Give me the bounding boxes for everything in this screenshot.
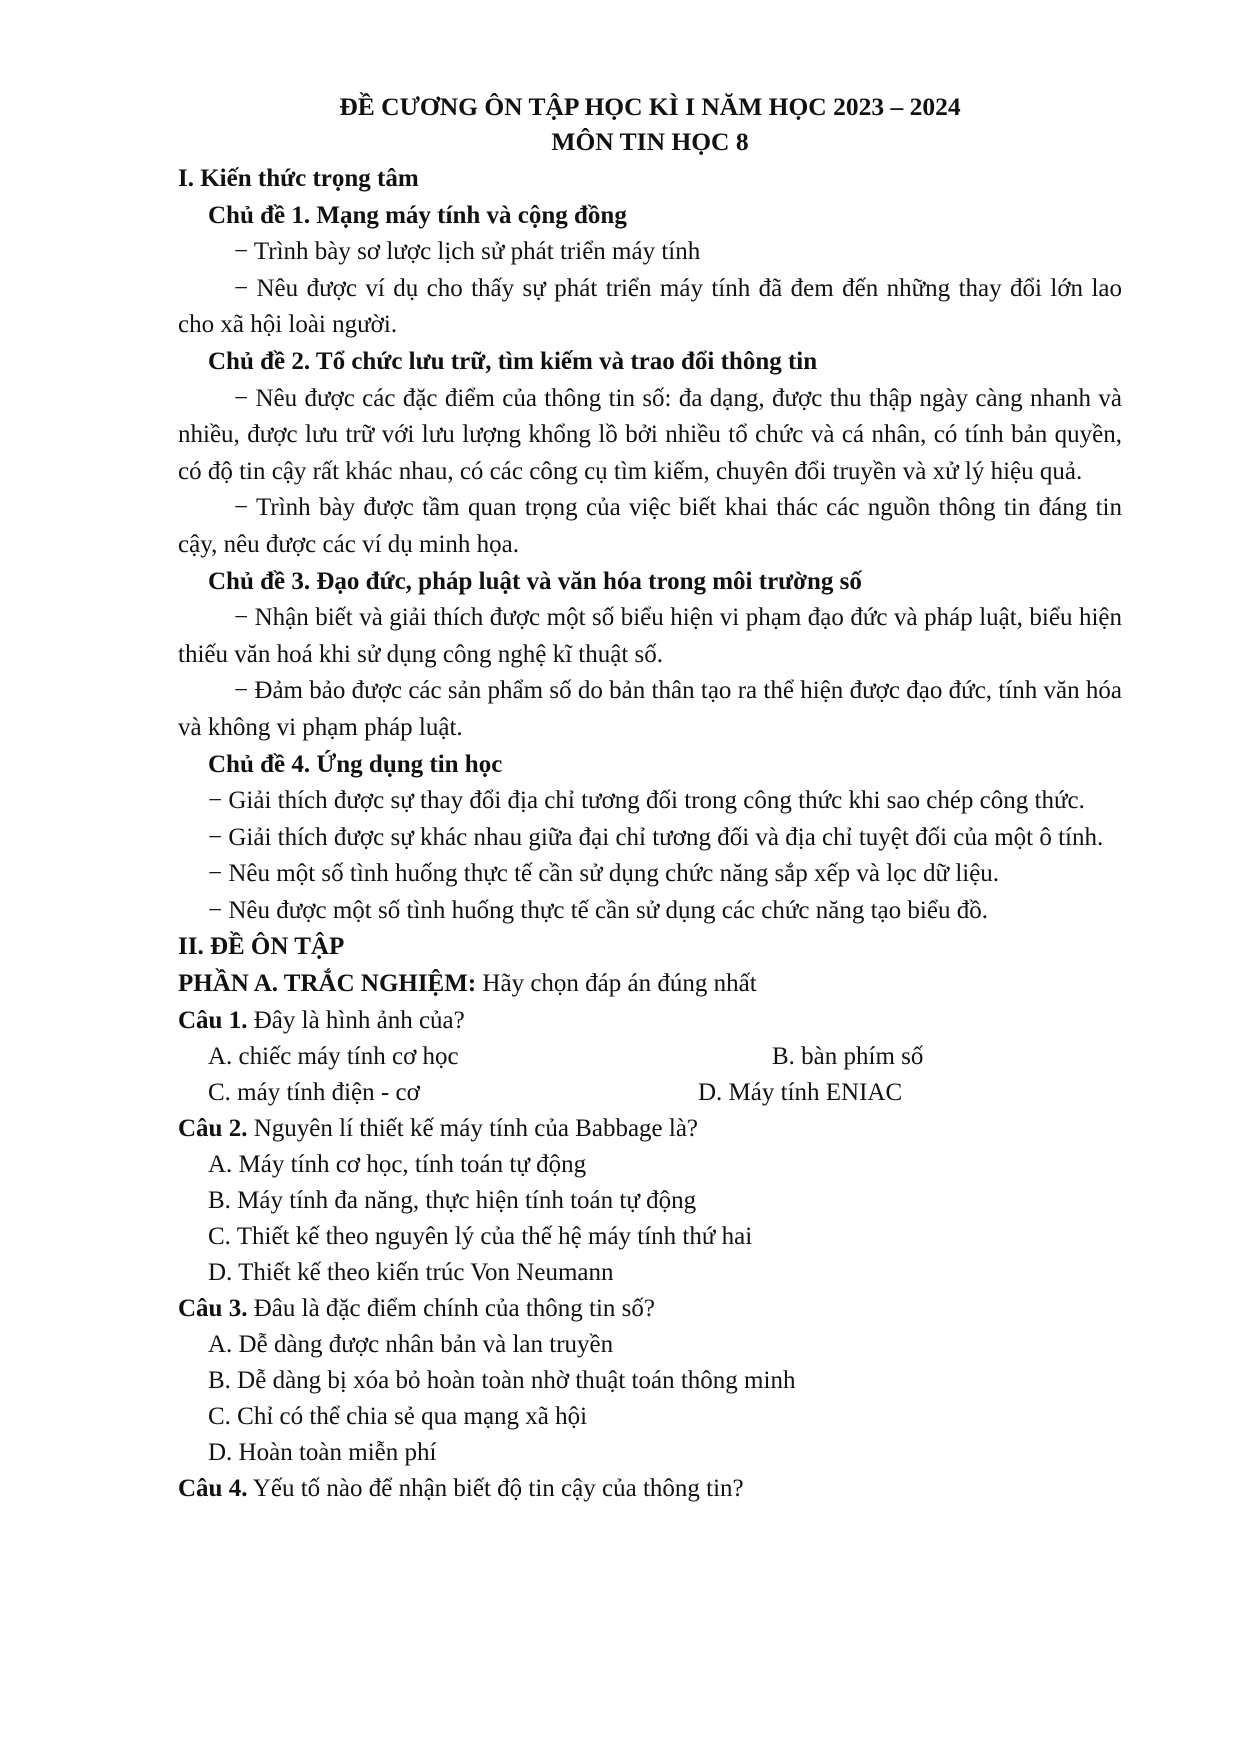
topic-2-heading: Chủ đề 2. Tổ chức lưu trữ, tìm kiếm và trao đổi thông tin [208,347,818,375]
question-1-options-row-2 [178,1075,1122,1111]
topic-4-heading: Chủ đề 4. Ứng dụng tin học [208,750,503,778]
answer-option: C. Chỉ có thể chia sẻ qua mạng xã hội [208,1402,588,1430]
answer-option: D. Máy tính ENIAC [698,1078,903,1106]
answer-option: A. chiếc máy tính cơ học [208,1042,459,1070]
topic-4-point: − Nêu một số tình huống thực tế cần sử dụng chức năng sắp xếp và lọc dữ liệu. [208,860,1000,888]
question-2 [178,1111,1122,1147]
topic-4-point: − Giải thích được sự khác nhau giữa đại chỉ tương đối và địa chỉ tuyệt đối của một ô tính. [208,823,1104,851]
question-text: Đây là hình ảnh của? [247,1006,465,1034]
section-1-heading: I. Kiến thức trọng tâm [178,165,419,192]
topic-1-point: − Nêu được ví dụ cho thấy sự phát triển máy tính đã đem đến những thay đổi lớn lao cho xã hội loài người. [178,274,1122,339]
part-a-instruction: Hãy chọn đáp án đúng nhất [476,970,757,998]
document-subtitle: MÔN TIN HỌC 8 [551,127,749,156]
question-text: Đâu là đặc điểm chính của thông tin số? [247,1294,655,1322]
part-a-label: PHẦN A. TRẮC NGHIỆM: [178,970,477,998]
question-text: Yếu tố nào để nhận biết độ tin cậy của thông tin? [247,1474,744,1502]
answer-option: B. Dễ dàng bị xóa bỏ hoàn toàn nhờ thuật toán thông minh [208,1366,796,1394]
question-1 [178,1003,1122,1039]
topic-2-point: − Nêu được các đặc điểm của thông tin số: đa dạng, được thu thập ngày càng nhanh và nhiều, được lưu trữ với lưu lượng khổng lồ bởi nhiều tổ chức và cá nhân, có tính bản quyền, có độ tin cậy rất khác nhau, có các công cụ tìm kiếm, chuyên đổi truyền và xử lý hiệu quả. [178,384,1122,485]
question-label: Câu 4. [178,1474,248,1502]
answer-option: D. Thiết kế theo kiến trúc Von Neumann [208,1258,614,1286]
answer-option: B. bàn phím số [772,1042,924,1070]
part-a-heading [178,966,1122,1003]
topic-4-point: − Giải thích được sự thay đổi địa chỉ tương đối trong công thức khi sao chép công thức. [208,787,1085,815]
answer-option: B. Máy tính đa năng, thực hiện tính toán tự động [208,1186,697,1214]
question-label: Câu 3. [178,1294,248,1322]
question-1-options-row-1 [178,1039,1122,1075]
topic-3-heading: Chủ đề 3. Đạo đức, pháp luật và văn hóa trong môi trường số [208,567,862,595]
document-body [178,89,1122,1507]
question-3 [178,1291,1122,1327]
answer-option: A. Máy tính cơ học, tính toán tự động [208,1150,587,1178]
answer-option: C. máy tính điện - cơ [208,1078,420,1106]
question-4 [178,1471,1122,1507]
question-label: Câu 2. [178,1114,248,1142]
topic-2-point: − Trình bày được tầm quan trọng của việc biết khai thác các nguồn thông tin đáng tin cậy, nêu được các ví dụ minh họa. [178,494,1122,558]
section-2-heading: II. ĐỀ ÔN TẬP [178,933,345,961]
question-text: Nguyên lí thiết kế máy tính của Babbage là? [247,1114,699,1142]
question-label: Câu 1. [178,1006,248,1034]
document-title: ĐỀ CƯƠNG ÔN TẬP HỌC KÌ I NĂM HỌC 2023 – 2024 [339,92,961,121]
topic-3-point: − Nhận biết và giải thích được một số biểu hiện vi phạm đạo đức và pháp luật, biểu hiện thiếu văn hoá khi sử dụng công nghệ kĩ thuật số. [178,604,1122,668]
topic-1-point: − Trình bày sơ lược lịch sử phát triển máy tính [234,238,701,266]
answer-option: A. Dễ dàng được nhân bản và lan truyền [208,1330,614,1358]
answer-option: C. Thiết kế theo nguyên lý của thế hệ máy tính thứ hai [208,1222,753,1250]
answer-option: D. Hoàn toàn miễn phí [208,1438,437,1466]
topic-3-point: − Đảm bảo được các sản phẩm số do bản thân tạo ra thể hiện được đạo đức, tính văn hóa và không vi phạm pháp luật. [178,677,1122,741]
topic-4-point: − Nêu được một số tình huống thực tế cần sử dụng các chức năng tạo biểu đồ. [208,896,988,924]
topic-1-heading: Chủ đề 1. Mạng máy tính và cộng đồng [208,201,627,229]
